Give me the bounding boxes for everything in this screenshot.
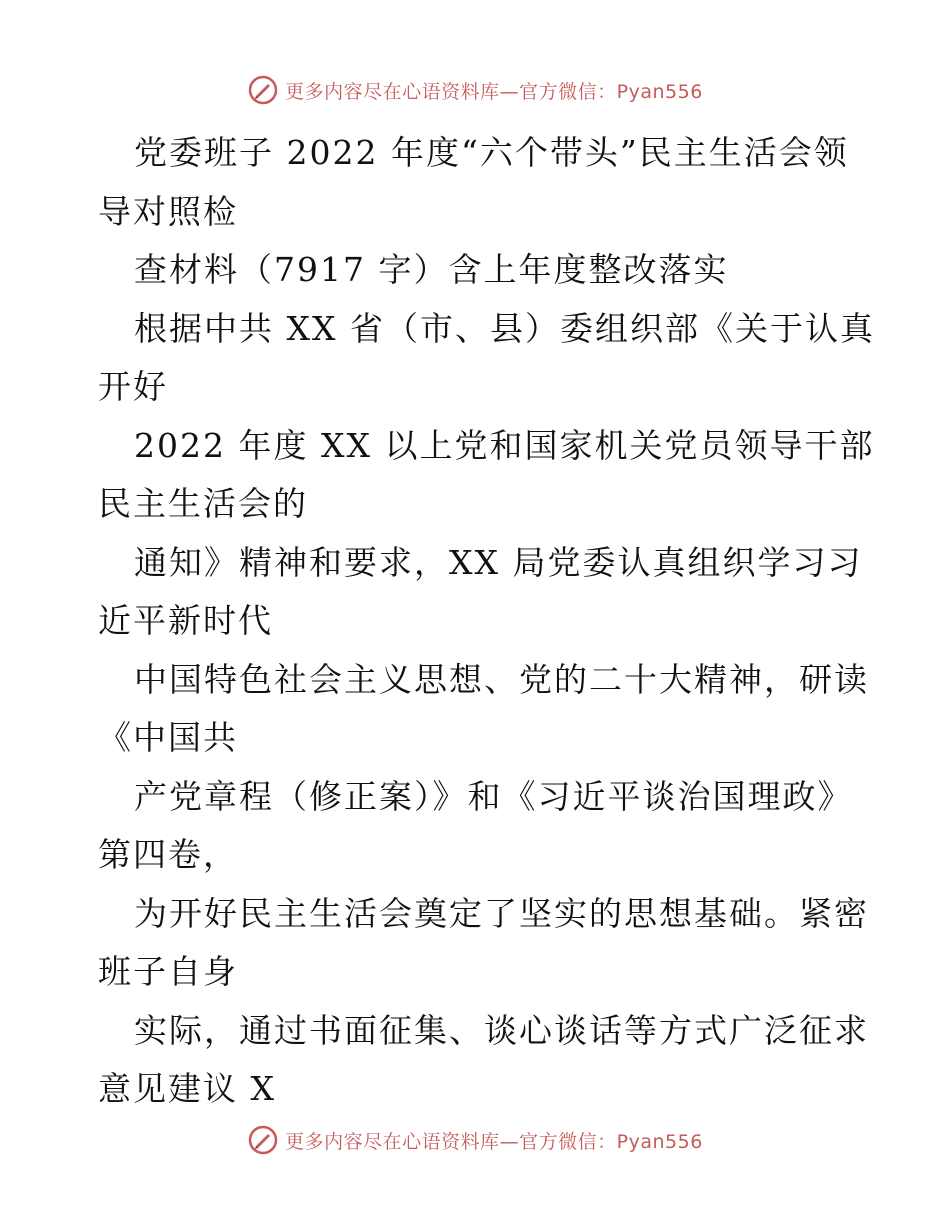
document-body	[98, 124, 875, 1119]
text-line: 根据中共 XX 省（市、县）委组织部《关于认真	[134, 308, 875, 348]
text-line: 查材料（7917 字）含上年度整改落实	[134, 250, 729, 289]
text-line: 产党章程（修正案）》和《习近平谈治国理政》	[134, 776, 853, 816]
text-line: 民主生活会的	[98, 484, 308, 523]
text-line: 近平新时代	[98, 601, 273, 640]
text-line: 为开好民主生活会奠定了坚实的思想基础。紧密	[134, 893, 869, 933]
text-line: 导对照检	[98, 191, 238, 231]
text-line: 通知》精神和要求，XX 局党委认真组织学习习	[134, 542, 863, 582]
footer-banner-text: 更多内容尽在心语资料库—官方微信：Pyan556	[285, 1130, 703, 1153]
header-banner-text: 更多内容尽在心语资料库—官方微信：Pyan556	[285, 80, 703, 103]
text-line: 意见建议 X	[98, 1069, 276, 1108]
pen-logo-icon	[247, 74, 279, 106]
text-line: 《中国共	[98, 718, 238, 757]
pen-logo-icon	[247, 1124, 279, 1156]
header-banner	[0, 70, 950, 110]
text-line: 2022 年度 XX 以上党和国家机关党员领导干部	[134, 425, 875, 465]
text-line: 实际，通过书面征集、谈心谈话等方式广泛征求	[134, 1010, 869, 1050]
text-line: 第四卷，	[98, 835, 238, 874]
text-line: 开好	[98, 367, 168, 406]
text-line: 中国特色社会主义思想、党的二十大精神，研读	[134, 659, 869, 699]
footer-banner	[0, 1120, 950, 1160]
text-line: 班子自身	[98, 952, 238, 991]
text-line: 党委班子 2022 年度“六个带头”民主生活会领	[134, 133, 849, 172]
